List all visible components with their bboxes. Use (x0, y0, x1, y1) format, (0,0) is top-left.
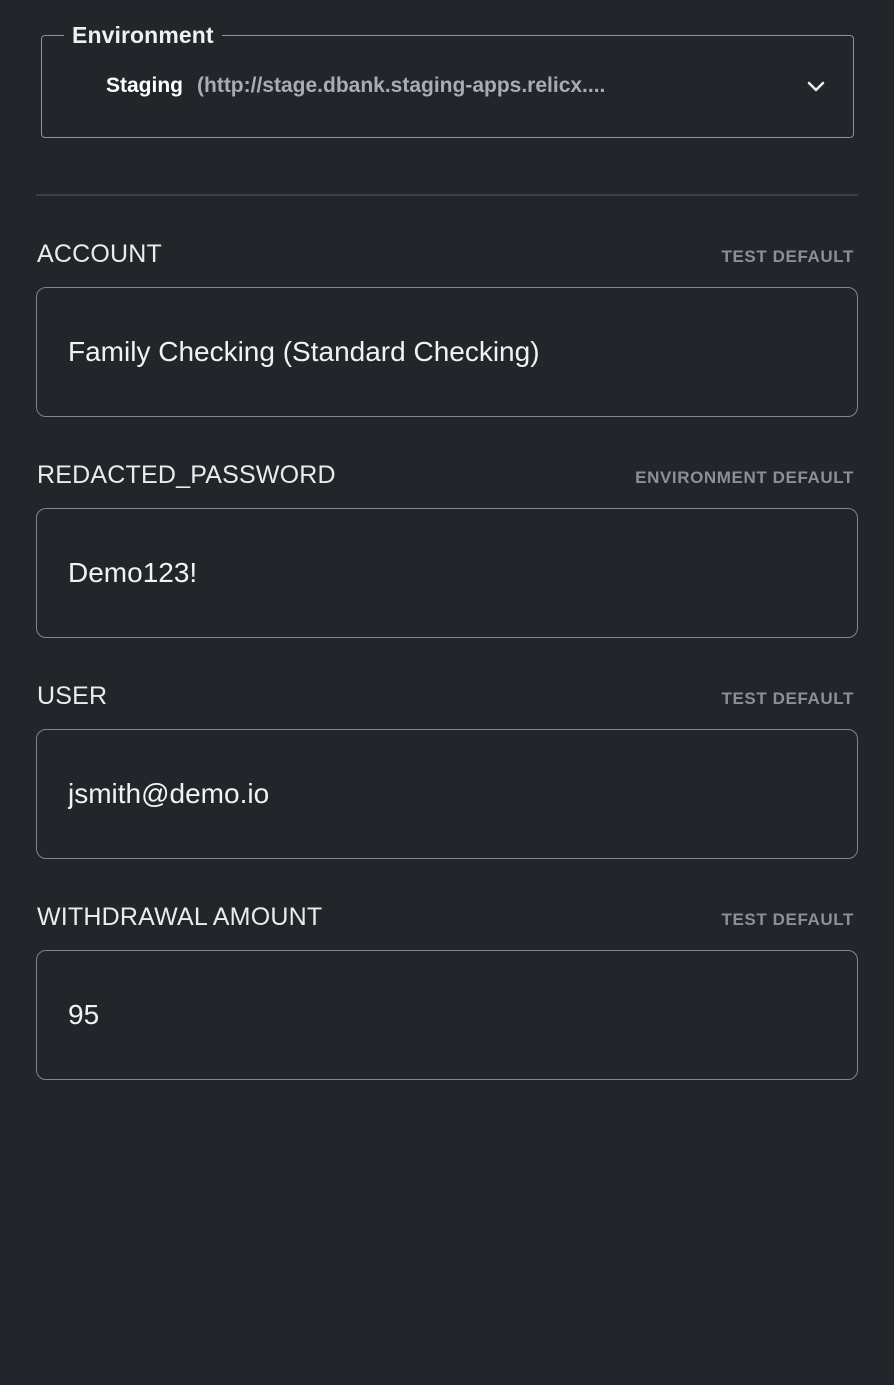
field-password-header (36, 461, 858, 490)
field-account (36, 240, 858, 417)
field-password-value: Demo123! (68, 557, 198, 588)
field-withdrawal-amount (36, 903, 858, 1080)
field-user-label: USER (37, 682, 108, 710)
environment-legend: Environment (72, 22, 214, 48)
field-password-input[interactable] (36, 508, 858, 638)
field-account-label: ACCOUNT (37, 240, 163, 268)
field-password-tag: ENVIRONMENT DEFAULT (635, 468, 854, 487)
environment-fieldset (41, 22, 854, 138)
field-account-tag: TEST DEFAULT (721, 247, 854, 266)
field-account-header (36, 240, 858, 269)
field-withdrawal-amount-header (36, 903, 858, 932)
settings-panel (0, 22, 894, 1385)
field-user (36, 682, 858, 859)
field-withdrawal-amount-label: WITHDRAWAL AMOUNT (37, 903, 323, 931)
chevron-down-icon[interactable] (801, 71, 831, 101)
field-password-label: REDACTED_PASSWORD (37, 461, 336, 489)
field-user-value: jsmith@demo.io (68, 778, 270, 809)
field-account-value: Family Checking (Standard Checking) (68, 336, 540, 367)
environment-name: Staging (106, 74, 183, 97)
field-user-tag: TEST DEFAULT (721, 689, 854, 708)
field-user-header (36, 682, 858, 711)
environment-url: (http://stage.dbank.staging-apps.relicx.... (197, 74, 606, 97)
field-withdrawal-amount-value: 95 (68, 999, 100, 1030)
environment-selector[interactable] (42, 49, 853, 123)
field-withdrawal-amount-input[interactable] (36, 950, 858, 1080)
field-account-input[interactable] (36, 287, 858, 417)
section-divider (36, 194, 858, 196)
field-withdrawal-amount-tag: TEST DEFAULT (721, 910, 854, 929)
field-password (36, 461, 858, 638)
field-user-input[interactable] (36, 729, 858, 859)
